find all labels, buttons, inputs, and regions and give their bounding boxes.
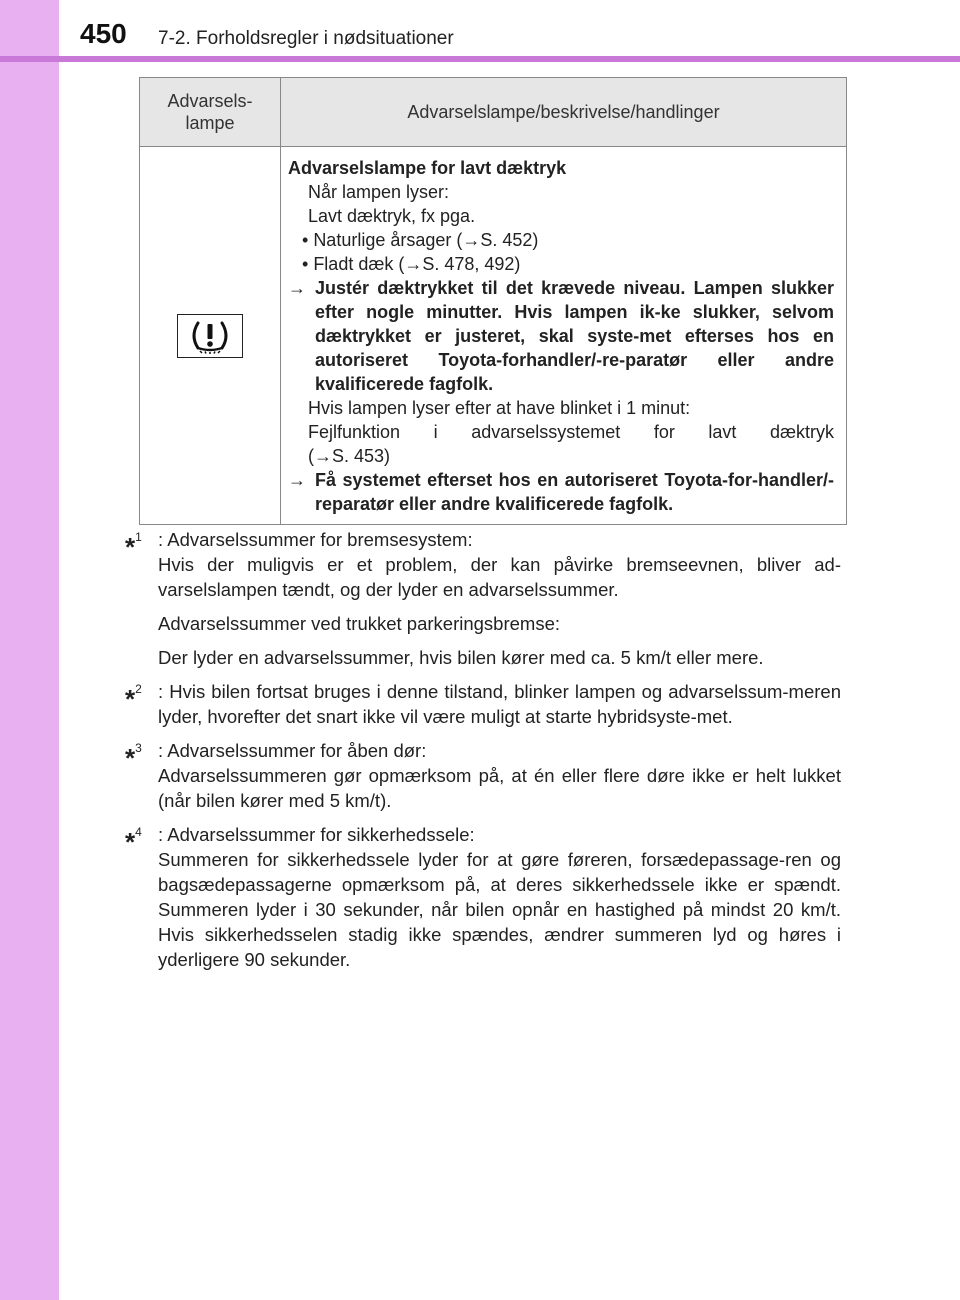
footnote-text: Der lyder en advarselssummer, hvis bilen kører med ca. 5 km/t eller mere. xyxy=(158,647,764,668)
ref-open-paren: ( xyxy=(308,446,314,466)
footnote-marker: *$^2$ xyxy=(125,682,142,715)
page-reference-link[interactable]: S. 452) xyxy=(480,230,539,250)
footnote-text: Advarselssummer ved trukket parkeringsbremse: xyxy=(158,613,561,634)
header-rule xyxy=(0,56,960,62)
warning-lamp-table xyxy=(139,77,847,525)
bullet-text: Fladt dæk ( xyxy=(313,254,405,274)
footnote-marker: *$^1$ xyxy=(125,530,142,563)
column-header-lamp xyxy=(140,78,281,147)
action-instruction xyxy=(288,468,834,516)
action-text: Justér dæktrykket til det krævede niveau. Lampen slukker efter nogle minutter. Hvis lampen ik-ke slukker, selvom dæktrykket er justeret, skal syste-met efterses hos en autoriseret Toyota-forhandler/-re-paratør eller andre kvalificerede fagfolk. xyxy=(315,278,834,394)
lamp-title: Advarselslampe for lavt dæktryk xyxy=(288,158,567,178)
footnote-heading: : Hvis bilen fortsat bruges i denne tilstand, blinker lampen og advarselssum-meren lyder, hvorefter det snart ikke vil være muligt at starte hybridsyste-met. xyxy=(158,681,841,727)
side-band xyxy=(0,0,59,1300)
page-reference-link[interactable]: S. 478, 492) xyxy=(422,254,521,274)
footnote-1 xyxy=(125,527,841,670)
cause-text: Lavt dæktryk, fx pga. xyxy=(308,206,476,226)
footnote-text: Summeren for sikkerhedssele lyder for at gøre føreren, forsædepassage-ren og bagsædepassagerne opmærksom på, at deres sikkerhedssele ikke er spændt. Summeren lyder i 30 sekunder, når bilen opnår en hastighed på mindst 20 km/t. Hvis sikkerhedsselen stadig ikke spændes, ændrer summeren lyd og høres i yderligere 90 sekunder. xyxy=(158,849,841,970)
bullet-text: Naturlige årsager ( xyxy=(313,230,463,250)
cause-reference xyxy=(288,444,834,468)
page-reference-link[interactable]: S. 453) xyxy=(332,446,391,466)
condition-label: Hvis lampen lyser efter at have blinket i 1 minut: xyxy=(308,398,691,418)
page-number: 450 xyxy=(80,18,127,49)
footnote-marker: *$^3$ xyxy=(125,741,142,774)
footnote-heading: : Advarselssummer for bremsesystem: xyxy=(158,529,473,550)
action-instruction xyxy=(288,276,834,396)
column-header-lamp-line1: Advarsels- xyxy=(167,91,253,111)
footnote-4 xyxy=(125,822,841,972)
arrow-right-icon: → xyxy=(288,278,306,298)
column-header-lamp-line2: lampe xyxy=(185,113,235,133)
footnote-marker: *$^4$ xyxy=(125,825,142,858)
footnote-2 xyxy=(125,679,841,729)
footnote-text: Hvis der muligvis er et problem, der kan påvirke bremseevnen, bliver ad-varselslampen tændt, og der lyder en advarselssummer. xyxy=(158,554,841,600)
footnote-3 xyxy=(125,738,841,813)
table-row xyxy=(140,147,847,525)
list-item: • Fladt dæk (→S. 478, 492) xyxy=(302,254,521,274)
footnote-heading: : Advarselssummer for sikkerhedssele: xyxy=(158,824,475,845)
footnotes xyxy=(125,527,841,981)
footnote-heading: : Advarselssummer for åben dør: xyxy=(158,740,427,761)
arrow-right-icon: → xyxy=(288,470,306,490)
description-cell xyxy=(281,147,847,525)
chapter-title: 7-2. Forholdsregler i nødsituationer xyxy=(158,28,454,49)
condition-label: Når lampen lyser: xyxy=(308,182,450,202)
footnote-text: Advarselssummeren gør opmærksom på, at én eller flere døre ikke er helt lukket (når bilen kører med 5 km/t). xyxy=(158,765,841,811)
table-header-row xyxy=(140,78,847,147)
column-header-description: Advarselslampe/beskrivelse/handlinger xyxy=(281,78,847,147)
ref-arrow-icon: → xyxy=(314,446,332,466)
cause-text: Fejlfunktion i advarselssystemet for lavt dæktryk xyxy=(308,422,834,442)
tire-pressure-warning-icon xyxy=(177,314,243,358)
ref-arrow-icon: → xyxy=(404,254,423,274)
lamp-cell xyxy=(140,147,281,525)
list-item: • Naturlige årsager (→S. 452) xyxy=(302,230,539,250)
ref-arrow-icon: → xyxy=(462,230,481,250)
action-text: Få systemet efterset hos en autoriseret Toyota-for-handler/-reparatør eller andre kvalificerede fagfolk. xyxy=(315,470,834,514)
